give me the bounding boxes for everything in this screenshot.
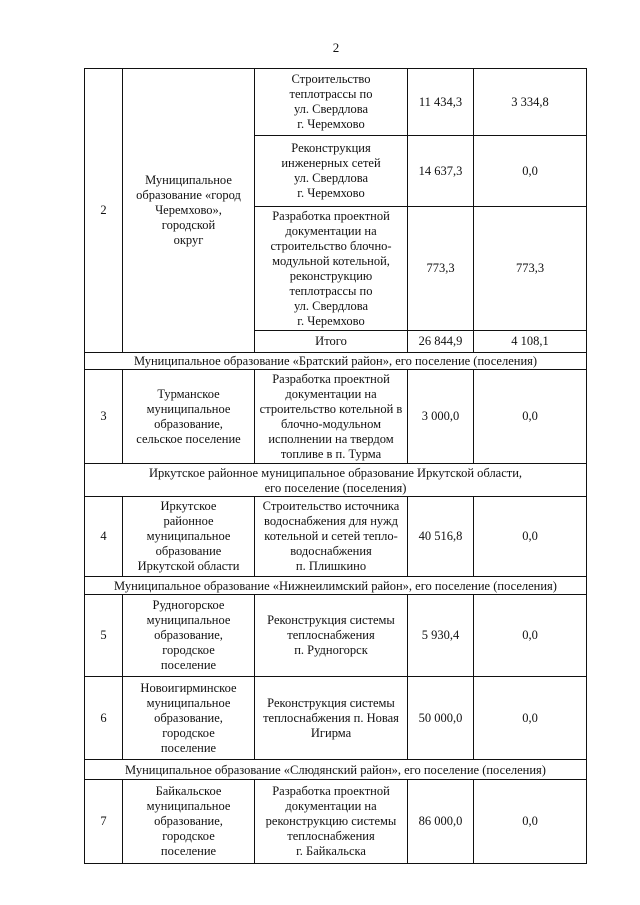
- table-row: [85, 677, 587, 760]
- amount-cell: 3 000,0: [408, 370, 474, 464]
- project-cell: Строительство теплотрассы по ул. Свердлова г. Черемхово: [255, 69, 408, 136]
- amount-cell: 50 000,0: [408, 677, 474, 760]
- amount-cell: 0,0: [474, 370, 587, 464]
- section-header-row: [85, 577, 587, 595]
- amount-cell: 14 637,3: [408, 136, 474, 207]
- table-row: [85, 780, 587, 864]
- amount-cell: 86 000,0: [408, 780, 474, 864]
- amount-cell: 11 434,3: [408, 69, 474, 136]
- table-row: [85, 370, 587, 464]
- row-number: 2: [85, 69, 123, 353]
- municipality-cell: Иркутское районное муниципальное образование Иркутской области: [123, 497, 255, 577]
- section-header: Муниципальное образование «Слюдянский район», его поселение (поселения): [85, 760, 587, 780]
- row-number: 6: [85, 677, 123, 760]
- amount-cell: 5 930,4: [408, 595, 474, 677]
- municipality-cell: Рудногорское муниципальное образование, городское поселение: [123, 595, 255, 677]
- section-header-row: [85, 353, 587, 370]
- municipality-cell: Муниципальное образование «город Черемхово», городской округ: [123, 69, 255, 353]
- project-cell: Разработка проектной документации на строительство котельной в блочно-модульном исполнении на твердом топливе в п. Турма: [255, 370, 408, 464]
- amount-cell: 0,0: [474, 497, 587, 577]
- row-number: 7: [85, 780, 123, 864]
- amount-cell: 0,0: [474, 136, 587, 207]
- row-number: 5: [85, 595, 123, 677]
- amount-cell: 0,0: [474, 677, 587, 760]
- project-cell: Строительство источника водоснабжения для нужд котельной и сетей тепло- водоснабжения п. Плишкино: [255, 497, 408, 577]
- section-header: Муниципальное образование «Нижнеилимский район», его поселение (поселения): [85, 577, 587, 595]
- section-header-row: [85, 464, 587, 497]
- section-header-row: [85, 760, 587, 780]
- amount-cell: 3 334,8: [474, 69, 587, 136]
- section-header: Иркутское районное муниципальное образование Иркутской области, его поселение (поселения): [85, 464, 587, 497]
- amount-cell: 773,3: [408, 207, 474, 331]
- amount-cell: 40 516,8: [408, 497, 474, 577]
- table-row: [85, 595, 587, 677]
- amount-cell: 0,0: [474, 780, 587, 864]
- amount-cell: 773,3: [474, 207, 587, 331]
- total-label: Итого: [255, 331, 408, 353]
- table-row: [85, 497, 587, 577]
- total-amount: 26 844,9: [408, 331, 474, 353]
- municipality-cell: Новоигирминское муниципальное образование, городское поселение: [123, 677, 255, 760]
- municipality-cell: Турманское муниципальное образование, сельское поселение: [123, 370, 255, 464]
- row-number: 3: [85, 370, 123, 464]
- table-row: [85, 69, 587, 136]
- section-header: Муниципальное образование «Братский район», его поселение (поселения): [85, 353, 587, 370]
- project-cell: Реконструкция системы теплоснабжения п. Рудногорск: [255, 595, 408, 677]
- project-cell: Разработка проектной документации на строительство блочно- модульной котельной, реконструкцию теплотрассы по ул. Свердлова г. Черемхово: [255, 207, 408, 331]
- total-amount: 4 108,1: [474, 331, 587, 353]
- amount-cell: 0,0: [474, 595, 587, 677]
- project-cell: Реконструкция инженерных сетей ул. Свердлова г. Черемхово: [255, 136, 408, 207]
- funding-table: [84, 68, 587, 864]
- project-cell: Разработка проектной документации на реконструкцию системы теплоснабжения г. Байкальска: [255, 780, 408, 864]
- municipality-cell: Байкальское муниципальное образование, городское поселение: [123, 780, 255, 864]
- page-number: 2: [332, 40, 340, 55]
- project-cell: Реконструкция системы теплоснабжения п. Новая Игирма: [255, 677, 408, 760]
- row-number: 4: [85, 497, 123, 577]
